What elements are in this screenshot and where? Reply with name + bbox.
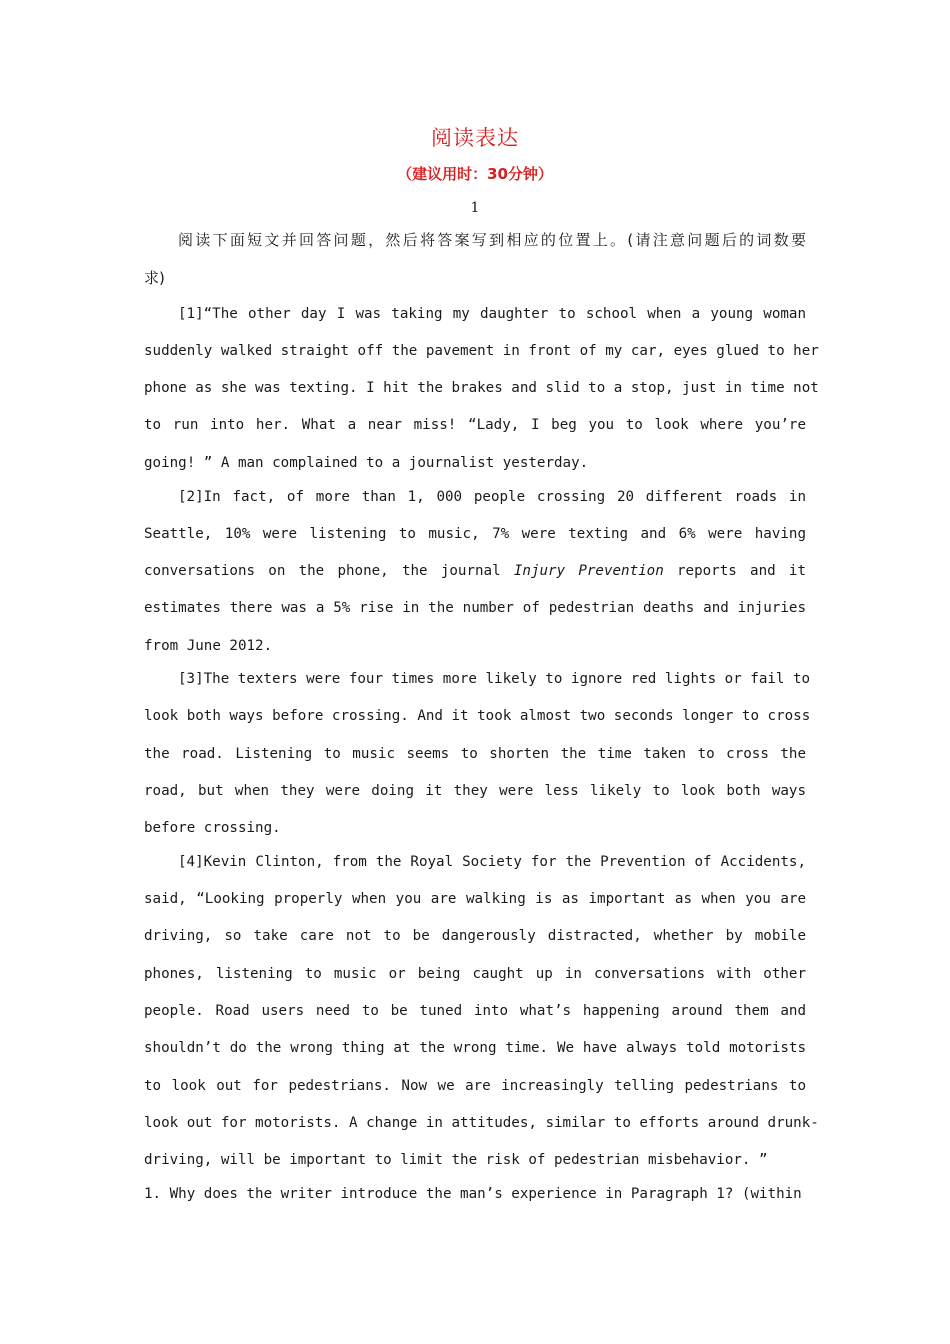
section-number: 1 [470, 200, 480, 216]
page-title: 阅读表达 [431, 126, 519, 150]
paragraph-3-line: the road. Listening to music seems to shorten the time taken to cross the [144, 746, 806, 762]
paragraph-2-line: from June 2012. [144, 638, 273, 654]
paragraph-4-line: said, “Looking properly when you are walking is as important as when you are [144, 891, 806, 907]
question-1: 1. Why does the writer introduce the man’s experience in Paragraph 1? (within [144, 1186, 802, 1202]
paragraph-4-line: phones, listening to music or being caught up in conversations with other [144, 966, 806, 982]
paragraph-1-line: phone as she was texting. I hit the brakes and slid to a stop, just in time not [144, 380, 819, 396]
paragraph-4-line: driving, so take care not to be dangerously distracted, whether by mobile [144, 928, 806, 944]
paragraph-1-line: suddenly walked straight off the pavement in front of my car, eyes glued to her [144, 343, 819, 359]
paragraph-1-line: to run into her. What a near miss! “Lady, I beg you to look where you’re [144, 417, 806, 433]
paragraph-1-line: [1]“The other day I was taking my daughter to school when a young woman [178, 306, 806, 322]
paragraph-4-line: driving, will be important to limit the risk of pedestrian misbehavior. ” [144, 1152, 768, 1168]
instruction-line-1: 阅读下面短文并回答问题，然后将答案写到相应的位置上。(请注意问题后的词数要 [178, 231, 806, 249]
paragraph-2-line: estimates there was a 5% rise in the number of pedestrian deaths and injuries [144, 600, 806, 616]
paragraph-2-text-a: conversations on the phone, the journal [144, 563, 501, 579]
paragraph-1-line: going! ” A man complained to a journalist yesterday. [144, 455, 589, 471]
paragraph-3-line: [3]The texters were four times more likely to ignore red lights or fail to [178, 671, 811, 687]
paragraph-3-line: look both ways before crossing. And it took almost two seconds longer to cross [144, 708, 811, 724]
paragraph-4-line: people. Road users need to be tuned into what’s happening around them and [144, 1003, 806, 1019]
page-subtitle: （建议用时：30分钟） [397, 165, 553, 183]
paragraph-4-line: [4]Kevin Clinton, from the Royal Society for the Prevention of Accidents, [178, 854, 806, 870]
paragraph-4-line: look out for motorists. A change in attitudes, similar to efforts around drunk- [144, 1115, 819, 1131]
paragraph-2-line: Seattle, 10% were listening to music, 7% were texting and 6% were having [144, 526, 806, 542]
paragraph-3-line: road, but when they were doing it they were less likely to look both ways [144, 783, 806, 799]
instruction-line-2: 求) [144, 269, 165, 287]
paragraph-3-line: before crossing. [144, 820, 281, 836]
paragraph-4-line: to look out for pedestrians. Now we are increasingly telling pedestrians to [144, 1078, 806, 1094]
paragraph-2-line: [2]In fact, of more than 1, 000 people crossing 20 different roads in [178, 489, 806, 505]
journal-name: Injury Prevention [513, 563, 664, 579]
paragraph-2-text-b: reports and it [677, 563, 806, 579]
paragraph-2-line [144, 561, 806, 581]
paragraph-4-line: shouldn’t do the wrong thing at the wrong time. We have always told motorists [144, 1040, 806, 1056]
